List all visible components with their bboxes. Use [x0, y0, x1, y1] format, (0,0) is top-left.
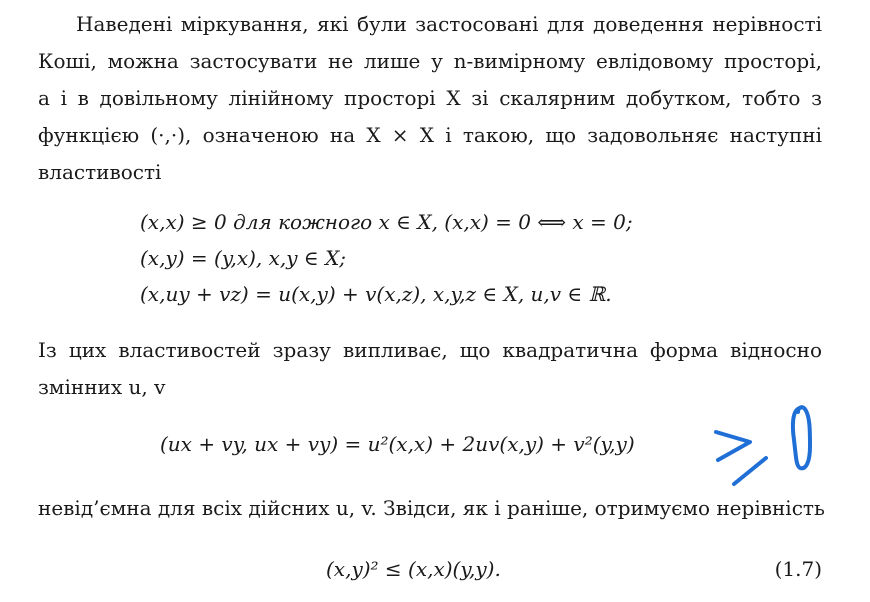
handwritten-greater-mark	[716, 432, 750, 460]
intro-paragraph	[38, 6, 822, 191]
text-line: невід’ємна для всіх дійсних u, v. Звідси, як і раніше, отримуємо нерівність	[38, 496, 825, 520]
text-line-content: Наведені міркування, які були застосовані для доведення нерівності	[76, 12, 822, 36]
equation-number: (1.7)	[774, 557, 822, 581]
property-line: (x,uy + vz) = u(x,y) + v(x,z), x,y,z ∈ X, u,v ∈ ℝ.	[140, 282, 612, 306]
cauchy-schwarz-inequality: (x,y)² ≤ (x,x)(y,y).	[326, 557, 501, 581]
nonnegative-paragraph	[38, 490, 825, 527]
handwritten-zero-mark	[793, 407, 810, 468]
text-line: функцією (·,·), означеною на X × X і такою, що задовольняє наступні	[38, 123, 822, 147]
text-line: змінних u, v	[38, 375, 166, 399]
text-line: Із цих властивостей зразу випливає, що квадратична форма відносно	[38, 338, 822, 362]
text-line: а і в довільному лінійному просторі X зі скалярним добутком, тобто з	[38, 86, 822, 110]
property-line: (x,x) ≥ 0 для кожного x ∈ X, (x,x) = 0 ⟺ x = 0;	[140, 210, 633, 234]
text-line: властивості	[38, 160, 162, 184]
text-line: Коші, можна застосувати не лише у n-вимірному евлідовому просторі,	[38, 49, 822, 73]
handwritten-annotation	[700, 396, 830, 496]
property-line: (x,y) = (y,x), x,y ∈ X;	[140, 246, 347, 270]
handwritten-slash-mark	[734, 458, 766, 484]
inner-product-properties	[140, 204, 633, 312]
text-line	[38, 6, 822, 43]
quadratic-form-paragraph	[38, 332, 822, 406]
quadratic-form-equation: (ux + vy, ux + vy) = u²(x,x) + 2uv(x,y) + v²(y,y)	[160, 432, 635, 456]
